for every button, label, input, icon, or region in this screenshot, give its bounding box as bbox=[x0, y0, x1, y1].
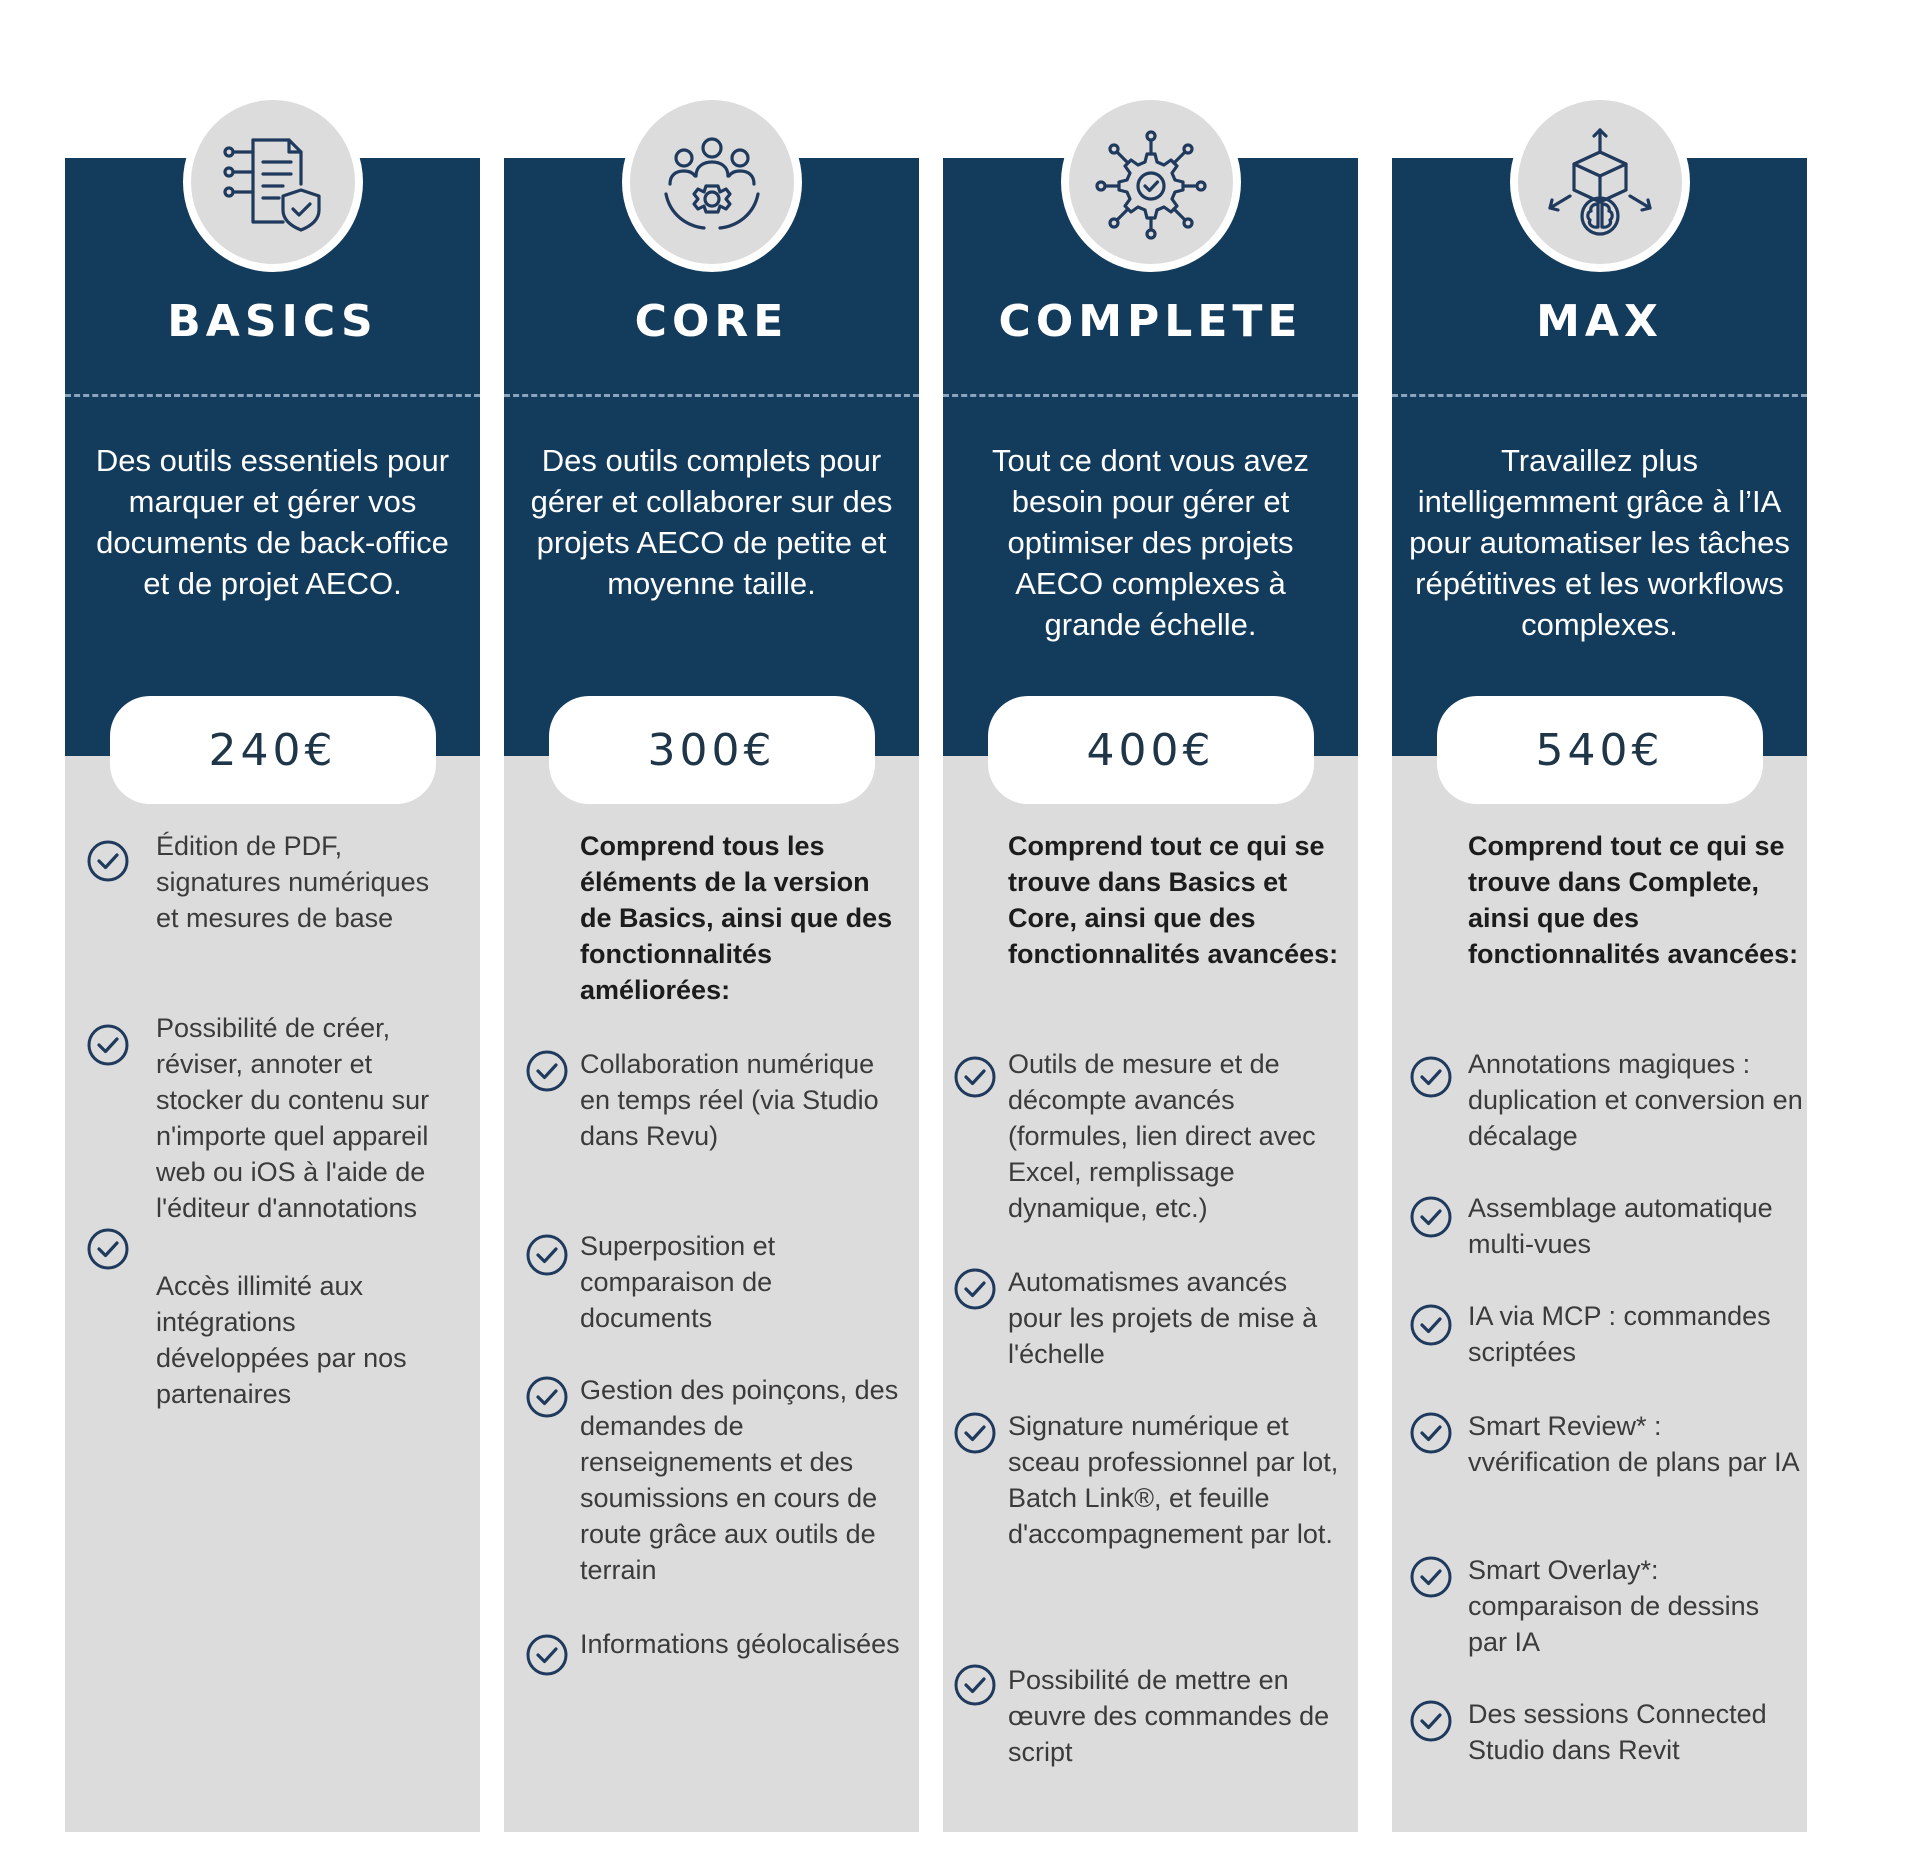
plan-price: 300€ bbox=[647, 724, 776, 776]
feature-item: Outils de mesure et de décompte avancés (formules, lien direct avec Excel, remplissage dynamique, etc.) bbox=[1008, 1049, 1316, 1223]
check-icon bbox=[1408, 1698, 1454, 1744]
feature-item: Possibilité de créer, réviser, annoter et stocker du contenu sur n'importe quel appareil web ou iOS à l'aide de l'éditeur d'annotations bbox=[156, 1013, 430, 1223]
feature-item: Automatismes avancés pour les projets de mise à l'échelle bbox=[1008, 1267, 1318, 1369]
plan-price: 400€ bbox=[1086, 724, 1215, 776]
check-icon bbox=[524, 1232, 570, 1278]
check-icon bbox=[85, 1022, 131, 1068]
check-icon bbox=[1408, 1194, 1454, 1240]
plan-intro: Comprend tous les éléments de la version de Basics, ainsi que des fonctionnalités améliorées: bbox=[580, 831, 893, 1005]
price-badge bbox=[549, 696, 875, 804]
plan-description: Travaillez plus intelligemment grâce à l’IA pour automatiser les tâches répétitives et les workflows complexes. bbox=[1409, 443, 1790, 642]
feature-item: Collaboration numérique en temps réel (via Studio dans Revu) bbox=[580, 1049, 879, 1151]
feature-item: Accès illimité aux intégrations développées par nos partenaires bbox=[156, 1271, 407, 1409]
dashed-divider bbox=[943, 394, 1358, 397]
icon-badge bbox=[1510, 92, 1690, 272]
feature-item: Des sessions Connected Studio dans Revit bbox=[1468, 1699, 1767, 1765]
feature-item: Smart Review* : vvérification de plans par IA bbox=[1468, 1411, 1800, 1477]
feature-item: Gestion des poinçons, des demandes de renseignements et des soumissions en cours de route grâce aux outils de terrain bbox=[580, 1375, 899, 1585]
feature-item: Superposition et comparaison de documents bbox=[580, 1231, 776, 1333]
dashed-divider bbox=[504, 394, 919, 397]
feature-item: Informations géolocalisées bbox=[580, 1629, 900, 1659]
plan-description: Des outils essentiels pour marquer et gérer vos documents de back-office et de projet AECO. bbox=[95, 443, 450, 601]
check-icon bbox=[1408, 1554, 1454, 1600]
check-icon bbox=[524, 1632, 570, 1678]
network-gear-icon bbox=[1091, 122, 1211, 242]
plan-card-complete bbox=[943, 158, 1358, 1832]
plan-card-core bbox=[504, 158, 919, 1832]
plan-name: CORE bbox=[634, 296, 789, 347]
check-icon bbox=[952, 1266, 998, 1312]
plan-description: Des outils complets pour gérer et collaborer sur des projets AECO de petite et moyenne taille. bbox=[530, 443, 893, 601]
dashed-divider bbox=[1392, 394, 1807, 397]
check-icon bbox=[85, 1226, 131, 1272]
plan-name: BASICS bbox=[167, 296, 378, 347]
check-icon bbox=[952, 1054, 998, 1100]
plan-name: COMPLETE bbox=[998, 296, 1303, 347]
icon-badge bbox=[1061, 92, 1241, 272]
icon-badge bbox=[183, 92, 363, 272]
plan-card-max bbox=[1392, 158, 1807, 1832]
plan-intro: Comprend tout ce qui se trouve dans Complete, ainsi que des fonctionnalités avancées: bbox=[1468, 831, 1799, 969]
feature-item: Signature numérique et sceau professionnel par lot, Batch Link®, et feuille d'accompagnement par lot. bbox=[1008, 1411, 1339, 1549]
price-badge bbox=[1437, 696, 1763, 804]
check-icon bbox=[952, 1662, 998, 1708]
feature-item: Annotations magiques : duplication et conversion en décalage bbox=[1468, 1049, 1803, 1151]
plan-intro: Comprend tout ce qui se trouve dans Basics et Core, ainsi que des fonctionnalités avancées: bbox=[1008, 831, 1339, 969]
ai-cube-icon bbox=[1540, 122, 1660, 242]
feature-item: IA via MCP : commandes scriptées bbox=[1468, 1301, 1771, 1367]
price-badge bbox=[988, 696, 1314, 804]
check-icon bbox=[524, 1048, 570, 1094]
check-icon bbox=[85, 838, 131, 884]
check-icon bbox=[1408, 1054, 1454, 1100]
feature-item: Assemblage automatique multi-vues bbox=[1468, 1193, 1773, 1259]
check-icon bbox=[952, 1410, 998, 1456]
plan-price: 240€ bbox=[208, 724, 337, 776]
plan-price: 540€ bbox=[1535, 724, 1664, 776]
dashed-divider bbox=[65, 394, 480, 397]
icon-badge bbox=[622, 92, 802, 272]
document-shield-icon bbox=[213, 122, 333, 242]
check-icon bbox=[1408, 1410, 1454, 1456]
price-badge bbox=[110, 696, 436, 804]
feature-item: Smart Overlay*: comparaison de dessins par IA bbox=[1468, 1555, 1760, 1657]
feature-item: Possibilité de mettre en œuvre des commandes de script bbox=[1008, 1665, 1330, 1767]
feature-item: Édition de PDF, signatures numériques et mesures de base bbox=[156, 831, 430, 933]
plan-card-basics bbox=[65, 158, 480, 1832]
check-icon bbox=[1408, 1302, 1454, 1348]
team-gear-icon bbox=[652, 122, 772, 242]
plan-description: Tout ce dont vous avez besoin pour gérer et optimiser des projets AECO complexes à grande échelle. bbox=[991, 443, 1310, 642]
plan-name: MAX bbox=[1536, 296, 1663, 347]
check-icon bbox=[524, 1374, 570, 1420]
